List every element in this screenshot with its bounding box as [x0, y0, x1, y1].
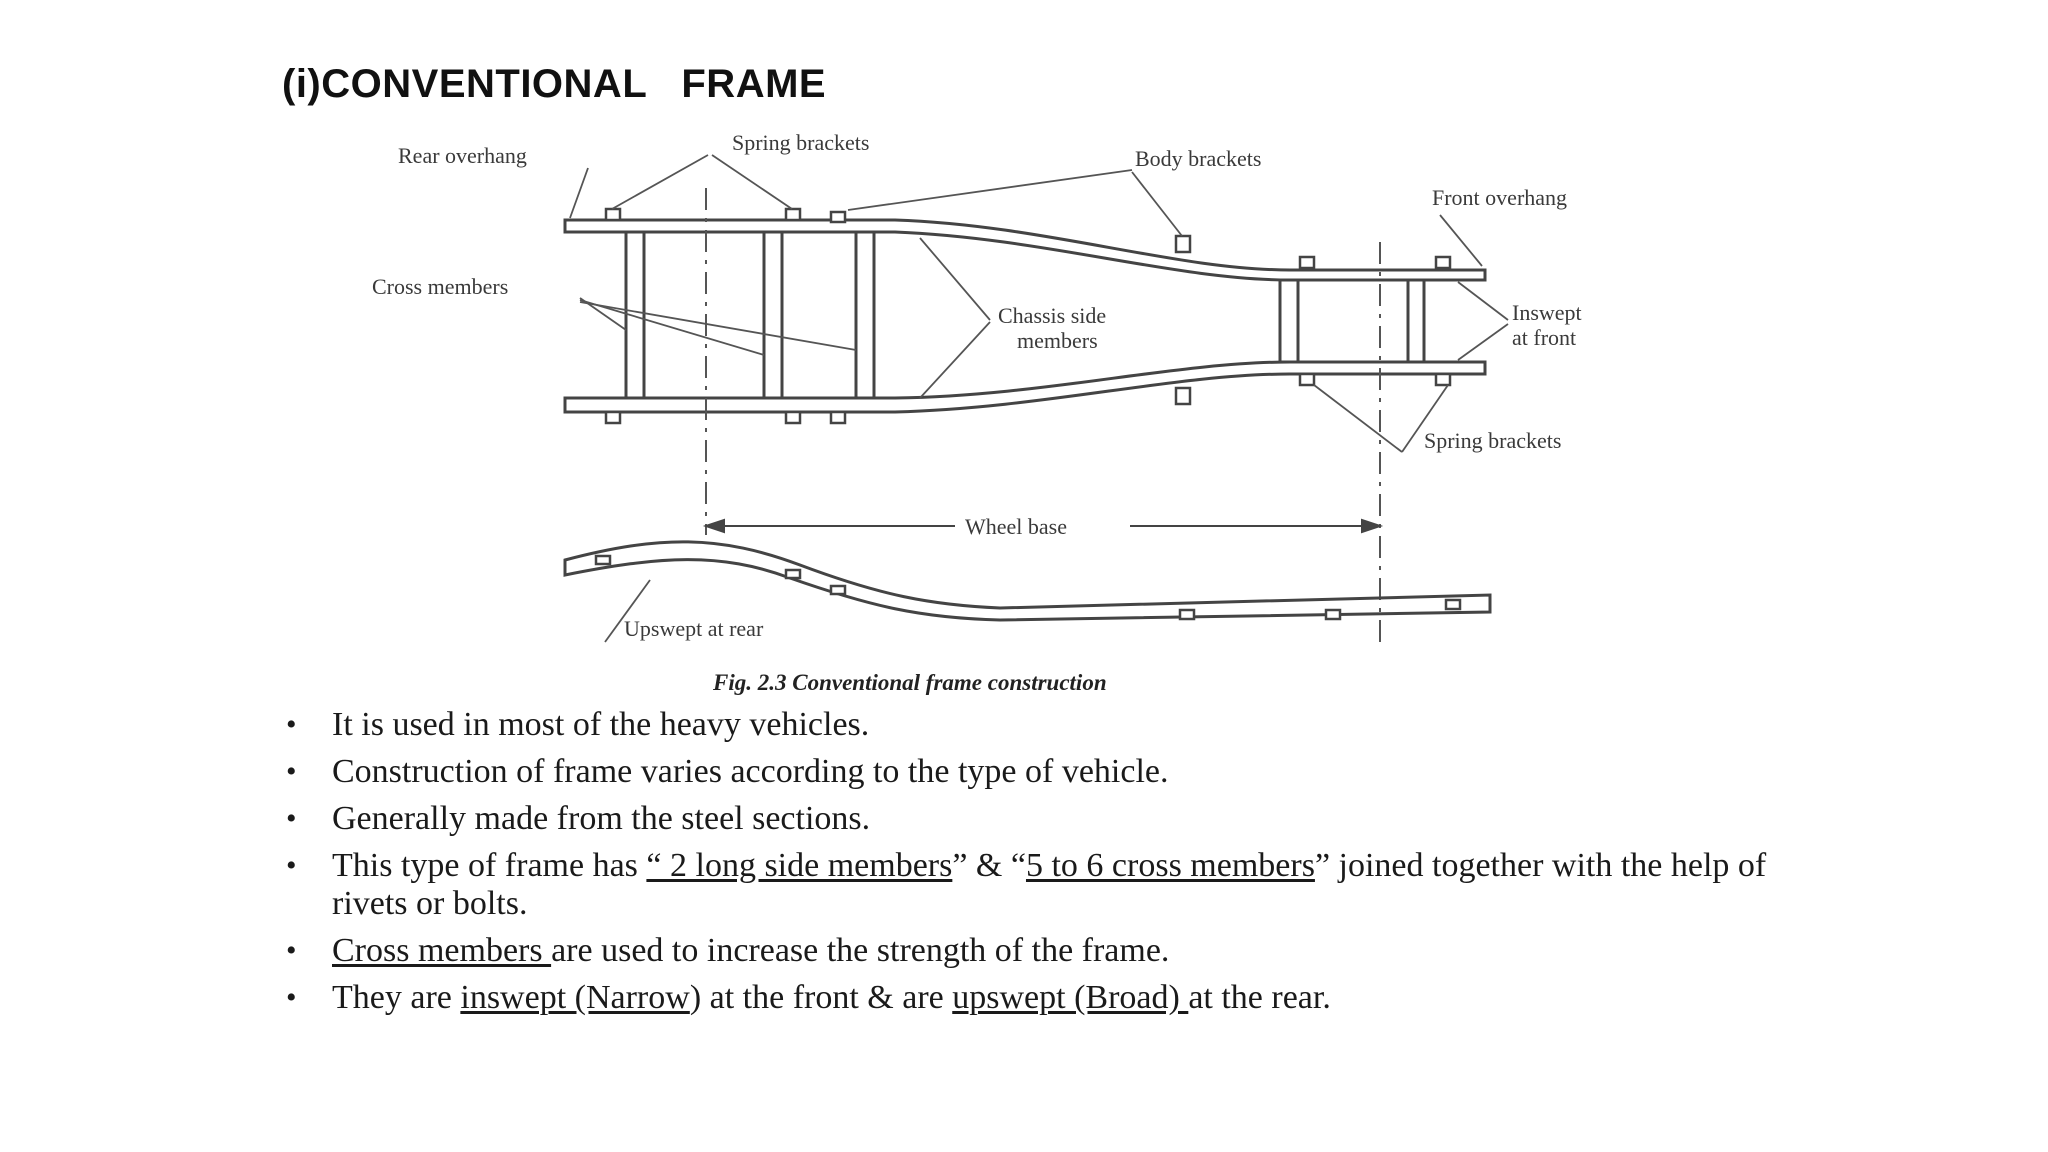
label-body-brackets: Body brackets — [1135, 146, 1262, 171]
underlined-text: Cross members — [332, 932, 552, 969]
bracket — [786, 209, 800, 220]
label-chassis-side-2: members — [1017, 328, 1098, 353]
bracket — [1176, 236, 1190, 252]
bullet-marker: • — [286, 708, 297, 741]
list-item: • Construction of frame varies according to the type of vehicle. — [286, 753, 1169, 790]
cross-member-4 — [1280, 280, 1298, 362]
bracket — [786, 412, 800, 423]
bracket — [831, 412, 845, 423]
chassis-side-member-top — [565, 220, 1485, 280]
bracket — [606, 412, 620, 423]
underlined-text: 5 to 6 cross members — [1025, 847, 1315, 884]
underlined-text: “ 2 long side members — [646, 847, 953, 884]
cross-member-2 — [764, 232, 782, 398]
bracket — [1436, 374, 1450, 385]
bullet-marker: • — [286, 981, 297, 1014]
label-rear-overhang: Rear overhang — [398, 143, 527, 168]
figure-caption: Fig. 2.3 Conventional frame construction — [713, 670, 1107, 695]
bracket — [606, 209, 620, 220]
label-inswept-1: Inswept — [1512, 300, 1582, 325]
underlined-text: inswept (Narrow — [460, 979, 690, 1016]
label-chassis-side-1: Chassis side — [998, 303, 1107, 328]
label-front-overhang: Front overhang — [1432, 185, 1568, 210]
bullet-list — [282, 706, 1782, 1026]
bullet-marker: • — [286, 802, 297, 835]
label-spring-brackets-bottom: Spring brackets — [1424, 428, 1562, 453]
list-item: • Cross members are used to increase the strength of the frame. — [286, 932, 1170, 969]
list-item: • It is used in most of the heavy vehicles. — [286, 706, 870, 743]
bracket — [1300, 374, 1314, 385]
label-spring-brackets-top: Spring brackets — [732, 130, 870, 155]
label-cross-members: Cross members — [372, 274, 509, 299]
bullet-marker: • — [286, 755, 297, 788]
list-item: • They are inswept (Narrow) at the front & are upswept (Broad) at the rear. — [286, 979, 1331, 1016]
bracket — [831, 212, 845, 222]
frame-side-view — [565, 542, 1490, 620]
bullet-marker: • — [286, 849, 297, 882]
list-item: • Generally made from the steel sections. — [286, 800, 871, 837]
bracket — [1436, 257, 1450, 268]
page-title: (i)CONVENTIONAL FRAME — [282, 62, 827, 106]
bullet-marker: • — [286, 934, 297, 967]
label-upswept-rear: Upswept at rear — [624, 616, 764, 641]
underlined-text: upswept (Broad) — [952, 979, 1189, 1016]
label-wheel-base: Wheel base — [965, 514, 1067, 539]
cross-member-3 — [856, 232, 874, 398]
chassis-side-member-bottom — [565, 362, 1485, 412]
bracket — [1176, 388, 1190, 404]
label-inswept-2: at front — [1512, 325, 1577, 350]
bracket — [1300, 257, 1314, 268]
cross-member-5 — [1408, 280, 1424, 362]
list-item: • This type of frame has “ 2 long side members” & “5 to 6 cross members” joined together with the help of rivets or bolts. — [286, 847, 1767, 922]
